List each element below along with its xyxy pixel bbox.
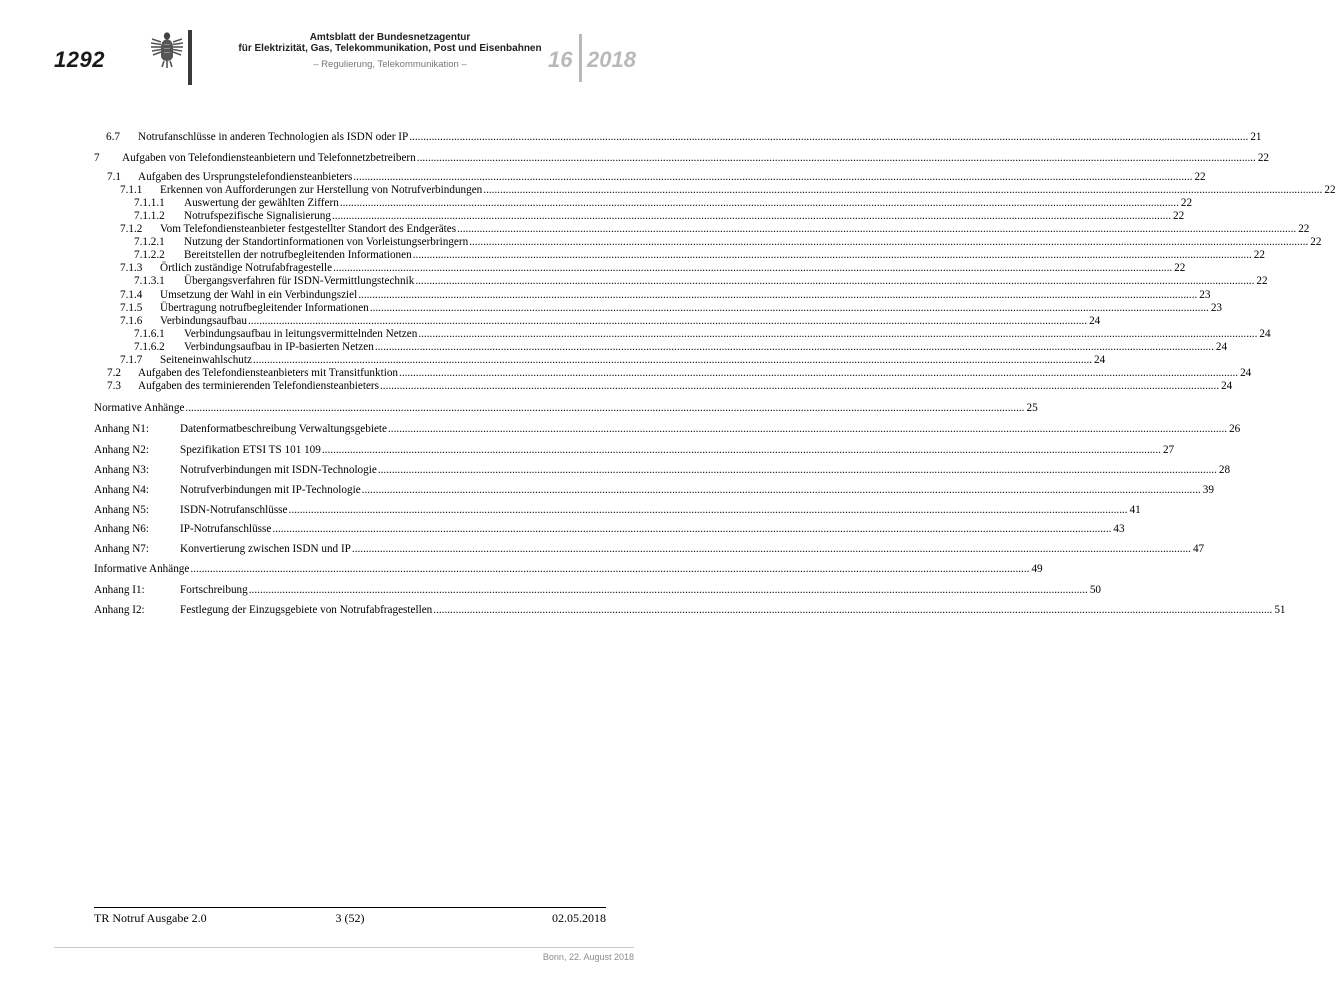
toc-entry[interactable]: Anhang N5: ISDN-Notrufanschlüsse ............................................................................................................................................................................................................................................................................................................ 41 <box>94 504 1141 516</box>
toc-entry-page: 24 <box>1094 354 1106 366</box>
toc-entry-title: Seiteneinwahlschutz <box>160 354 252 366</box>
toc-entry-title: Notrufanschlüsse in anderen Technologien als ISDN oder IP <box>138 131 409 143</box>
toc-entry-title: Bereitstellen der notrufbegleitenden Informationen <box>184 249 412 261</box>
toc-entry-title: Verbindungsaufbau <box>160 315 247 327</box>
toc-entry-title: Notrufspezifische Signalisierung <box>184 210 331 222</box>
toc-entry-number: Anhang N3: <box>94 464 149 476</box>
toc-entry-page: 28 <box>1218 464 1231 476</box>
toc-entry-page: 22 <box>1180 197 1193 209</box>
toc-entry-title: Aufgaben des terminierenden Telefondiensteanbieters <box>138 380 379 392</box>
toc-entry-number: 7.1.5 <box>120 302 143 314</box>
toc-entry-page: 25 <box>1026 402 1038 414</box>
toc-entry[interactable]: 7.2 Aufgaben des Telefondiensteanbieters mit Transitfunktion ............................................................................................................................................................................................................................................................................................................ 24 <box>107 367 1252 379</box>
toc-entry-number: 7.1.1.1 <box>134 197 165 209</box>
issue-number: 16 <box>548 47 573 72</box>
toc-entry-page: 24 <box>1240 367 1252 379</box>
toc-entry-number: 7.1.2 <box>120 223 143 235</box>
toc-entry-page: 22 <box>1298 223 1310 235</box>
toc-entry[interactable]: 7 Aufgaben von Telefondiensteanbietern und Telefonnetzbetreibern ............................................................................................................................................................................................................................................................................................................ 22 <box>94 152 1270 164</box>
toc-entry-title: Notrufverbindungen mit IP-Technologie <box>180 484 361 496</box>
document-date: 02.05.2018 <box>552 911 606 925</box>
toc-entry-title: Übertragung notrufbegleitender Informationen <box>160 302 369 314</box>
toc-entry-page: 21 <box>1250 131 1262 143</box>
toc-entry[interactable]: 7.1.5 Übertragung notrufbegleitender Informationen ............................................................................................................................................................................................................................................................................................................ 23 <box>120 302 1223 314</box>
toc-entry-number: Anhang N7: <box>94 543 149 555</box>
toc-entry[interactable]: 7.1.4 Umsetzung der Wahl in ein Verbindungsziel ............................................................................................................................................................................................................................................................................................................ 23 <box>120 289 1211 301</box>
toc-entry-number: 7.1.6.2 <box>134 341 165 353</box>
toc-entry[interactable]: 7.1.2.1 Nutzung der Standortinformationen von Vorleistungserbringern ............................................................................................................................................................................................................................................................................................................ 22 <box>134 236 1322 248</box>
toc-entry-title: Normative Anhänge <box>94 402 185 414</box>
toc-entry-number: 7.1.1 <box>120 184 143 196</box>
toc-entry-number: 7.1.6.1 <box>134 328 165 340</box>
toc-entry-page: 22 <box>1310 236 1322 248</box>
toc-entry-title: Nutzung der Standortinformationen von Vorleistungserbringern <box>184 236 469 248</box>
toc-entry-number: 7.1.3 <box>120 262 143 274</box>
toc-entry-number: 7.1.3.1 <box>134 275 165 287</box>
toc-entry[interactable]: 7.1.6.1 Verbindungsaufbau in leitungsvermittelnden Netzen ............................................................................................................................................................................................................................................................................................................ 24 <box>134 328 1271 340</box>
toc-entry-page: 41 <box>1129 504 1141 516</box>
publication-date: Bonn, 22. August 2018 <box>542 952 634 962</box>
toc-entry-page: 24 <box>1215 341 1228 353</box>
toc-entry-page: 22 <box>1173 210 1185 222</box>
toc-entry-number: Anhang I1: <box>94 584 145 596</box>
toc-entry-page: 22 <box>1256 275 1268 287</box>
toc-entry-number: 6.7 <box>106 131 120 143</box>
toc-entry-number: 7.2 <box>107 367 121 379</box>
toc-entry-page: 49 <box>1031 563 1043 575</box>
toc-entry-page: 23 <box>1199 289 1211 301</box>
toc-entry-title: Datenformatbeschreibung Verwaltungsgebiete <box>180 423 387 435</box>
toc-entry[interactable]: Anhang I1: Fortschreibung ............................................................................................................................................................................................................................................................................................................ 50 <box>94 584 1101 596</box>
toc-entry[interactable]: Anhang N6: IP-Notrufanschlüsse ............................................................................................................................................................................................................................................................................................................ 43 <box>94 523 1125 535</box>
toc-entry[interactable]: 7.1.2.2 Bereitstellen der notrufbegleitenden Informationen ............................................................................................................................................................................................................................................................................................................ 22 <box>134 249 1265 261</box>
toc-entry[interactable]: Anhang N2: Spezifikation ETSI TS 101 109 ............................................................................................................................................................................................................................................................................................................ 27 <box>94 444 1175 456</box>
toc-entry-page: 50 <box>1089 584 1101 596</box>
toc-entry-title: Vom Telefondiensteanbieter festgestellter Standort des Endgerätes <box>160 223 457 235</box>
toc-entry-number: 7.1.2.1 <box>134 236 165 248</box>
toc-entry-number: Anhang N1: <box>94 423 149 435</box>
toc-entry-title: Erkennen von Aufforderungen zur Herstellung von Notrufverbindungen <box>160 184 483 196</box>
toc-entry-number: 7.1 <box>107 171 121 183</box>
toc-entry-title: Notrufverbindungen mit ISDN-Technologie <box>180 464 377 476</box>
gazette-section: – Regulierung, Telekommunikation – <box>313 59 467 70</box>
toc-entry-title: IP-Notrufanschlüsse <box>180 523 272 535</box>
toc-entry-number: 7.3 <box>107 380 121 392</box>
toc-entry[interactable]: 6.7 Notrufanschlüsse in anderen Technologien als ISDN oder IP ............................................................................................................................................................................................................................................................................................................ 21 <box>106 131 1262 143</box>
toc-entry-number: 7.1.1.2 <box>134 210 165 222</box>
toc-entry-page: 22 <box>1324 184 1336 196</box>
toc-entry-number: 7 <box>94 152 100 164</box>
toc-entry-page: 51 <box>1274 604 1286 616</box>
toc-entry-title: Aufgaben des Ursprungstelefondiensteanbieters <box>138 171 353 183</box>
toc-entry-number: 7.1.7 <box>120 354 143 366</box>
toc-entry-title: Aufgaben von Telefondiensteanbietern und Telefonnetzbetreibern <box>122 152 416 164</box>
toc-entry-page: 43 <box>1113 523 1125 535</box>
toc-entry[interactable]: Anhang I2: Festlegung der Einzugsgebiete von Notrufabfragestellen ............................................................................................................................................................................................................................................................................................................ 51 <box>94 604 1286 616</box>
toc-entry[interactable]: 7.1.6 Verbindungsaufbau ............................................................................................................................................................................................................................................................................................................ 24 <box>120 315 1101 327</box>
toc-entry-number: 7.1.2.2 <box>134 249 165 261</box>
toc-entry-title: Fortschreibung <box>180 584 248 596</box>
toc-entry-number: 7.1.4 <box>120 289 143 301</box>
toc-entry[interactable]: 7.1.3 Örtlich zuständige Notrufabfragestelle ............................................................................................................................................................................................................................................................................................................ 22 <box>120 262 1186 274</box>
toc-entry-page: 39 <box>1202 484 1214 496</box>
toc-entry-title: Auswertung der gewählten Ziffern <box>184 197 339 209</box>
toc-entry-page: 22 <box>1253 249 1265 261</box>
toc-entry-title: Verbindungsaufbau in IP-basierten Netzen <box>184 341 374 353</box>
toc-entry-number: Anhang N2: <box>94 444 149 456</box>
toc-entry[interactable]: 7.1.7 Seiteneinwahlschutz ............................................................................................................................................................................................................................................................................................................ 24 <box>120 354 1106 366</box>
toc-entry-title: Verbindungsaufbau in leitungsvermittelnden Netzen <box>184 328 418 340</box>
toc-entry-title: Örtlich zuständige Notrufabfragestelle <box>160 262 333 274</box>
toc-entry-title: Übergangsverfahren für ISDN-Vermittlungstechnik <box>184 275 415 287</box>
toc-entry[interactable]: Anhang N4: Notrufverbindungen mit IP-Technologie ............................................................................................................................................................................................................................................................................................................ 39 <box>94 484 1214 496</box>
page-indicator: 3 (52) <box>335 911 365 925</box>
toc-entry[interactable]: 7.1.2 Vom Telefondiensteanbieter festgestellter Standort des Endgerätes ............................................................................................................................................................................................................................................................................................................ 22 <box>120 223 1310 235</box>
toc-entry-number: 7.1.6 <box>120 315 143 327</box>
toc-entry-number: Anhang I2: <box>94 604 145 616</box>
toc-entry[interactable]: 7.1 Aufgaben des Ursprungstelefondiensteanbieters ............................................................................................................................................................................................................................................................................................................ 22 <box>107 171 1206 183</box>
gazette-title: Amtsblatt der Bundesnetzagentur <box>309 32 471 43</box>
footer-divider <box>94 907 606 908</box>
toc-entry-page: 24 <box>1221 380 1233 392</box>
toc-entry[interactable]: 7.1.1.2 Notrufspezifische Signalisierung ............................................................................................................................................................................................................................................................................................................ 22 <box>134 210 1185 222</box>
toc-entry-number: Anhang N4: <box>94 484 149 496</box>
toc-entry-page: 47 <box>1192 543 1205 555</box>
toc-entry-page: 24 <box>1089 315 1101 327</box>
toc-entry[interactable]: Anhang N3: Notrufverbindungen mit ISDN-Technologie ............................................................................................................................................................................................................................................................................................................ 28 <box>94 464 1231 476</box>
toc-entry-page: 22 <box>1174 262 1186 274</box>
toc-entry[interactable]: 7.1.6.2 Verbindungsaufbau in IP-basierten Netzen ............................................................................................................................................................................................................................................................................................................ 24 <box>134 341 1228 353</box>
toc-entry[interactable]: Anhang N1: Datenformatbeschreibung Verwaltungsgebiete ............................................................................................................................................................................................................................................................................................................ 26 <box>94 423 1241 435</box>
issue-year: 2018 <box>587 47 636 72</box>
toc-entry-page: 23 <box>1210 302 1223 314</box>
toc-entry-number: Anhang N5: <box>94 504 149 516</box>
page-number: 1292 <box>54 47 105 72</box>
bottom-divider <box>54 947 634 948</box>
toc-entry-page: 22 <box>1194 171 1206 183</box>
toc-entry-title: Spezifikation ETSI TS 101 109 <box>180 444 321 456</box>
document-title: TR Notruf Ausgabe 2.0 <box>94 911 207 925</box>
toc-entry[interactable]: 7.1.1.1 Auswertung der gewählten Ziffern ............................................................................................................................................................................................................................................................................................................ 22 <box>134 197 1193 209</box>
toc-entry[interactable]: 7.3 Aufgaben des terminierenden Telefondiensteanbieters ............................................................................................................................................................................................................................................................................................................ 24 <box>107 380 1233 392</box>
toc-entry[interactable]: Anhang N7: Konvertierung zwischen ISDN und IP ............................................................................................................................................................................................................................................................................................................ 47 <box>94 543 1205 555</box>
toc-entry-number: Anhang N6: <box>94 523 149 535</box>
toc-entry-page: 26 <box>1229 423 1241 435</box>
toc-entry-page: 27 <box>1162 444 1175 456</box>
toc-entry-title: Festlegung der Einzugsgebiete von Notrufabfragestellen <box>180 604 433 616</box>
toc-entry-title: Umsetzung der Wahl in ein Verbindungsziel <box>160 289 358 301</box>
gazette-subtitle: für Elektrizität, Gas, Telekommunikation, Post und Eisenbahnen <box>238 43 542 54</box>
toc-entry-title: ISDN-Notrufanschlüsse <box>180 504 288 516</box>
toc-entry[interactable]: Normative Anhänge ............................................................................................................................................................................................................................................................................................................ 25 <box>94 402 1038 414</box>
toc-entry-title: Informative Anhänge <box>94 563 190 575</box>
toc-entry-title: Konvertierung zwischen ISDN und IP <box>180 543 351 555</box>
toc-entry[interactable]: 7.1.3.1 Übergangsverfahren für ISDN-Vermittlungstechnik ............................................................................................................................................................................................................................................................................................................ 22 <box>134 275 1268 287</box>
toc-entry-page: 22 <box>1257 152 1270 164</box>
toc-entry[interactable]: Informative Anhänge ............................................................................................................................................................................................................................................................................................................ 49 <box>94 563 1043 575</box>
toc-entry-page: 24 <box>1259 328 1271 340</box>
toc-entry-title: Aufgaben des Telefondiensteanbieters mit Transitfunktion <box>138 367 399 379</box>
toc-entry[interactable]: 7.1.1 Erkennen von Aufforderungen zur Herstellung von Notrufverbindungen ............................................................................................................................................................................................................................................................................................................ 22 <box>120 184 1336 196</box>
